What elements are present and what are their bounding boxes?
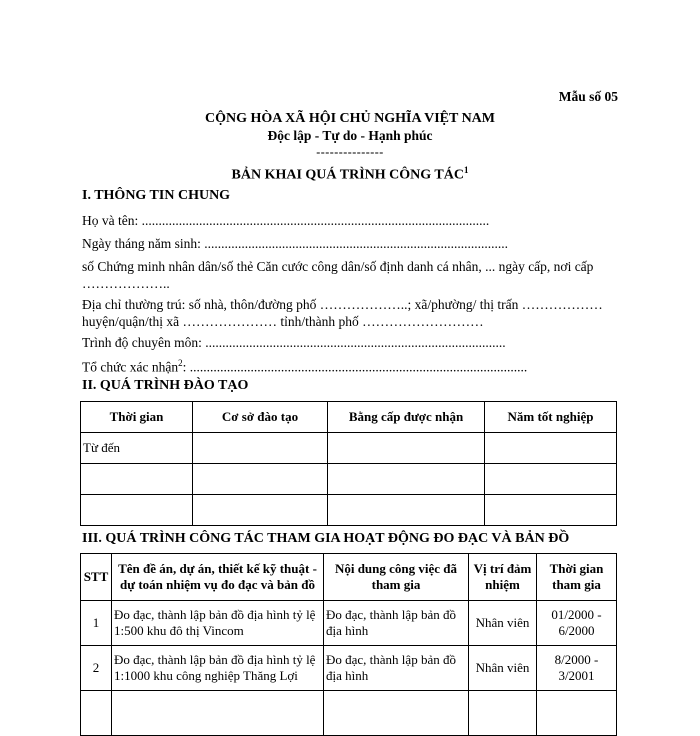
row-project: Đo đạc, thành lập bản đồ địa hình tỷ lệ 1:500 khu đô thị Vincom — [112, 601, 324, 646]
table-row — [81, 691, 617, 736]
col-grad-year: Năm tốt nghiệp — [485, 402, 617, 433]
training-time-cell[interactable] — [81, 464, 193, 495]
address-line-2: huyện/quận/thị xã ………………… tỉnh/thành phố ……………………… — [82, 314, 484, 329]
row-position: Nhân viên — [469, 601, 537, 646]
training-header-row — [81, 402, 617, 433]
row-stt — [81, 691, 112, 736]
national-title: CỘNG HÒA XÃ HỘI CHỦ NGHĨA VIỆT NAM — [204, 111, 495, 126]
training-year-cell[interactable] — [485, 464, 617, 495]
certifying-org-line — [82, 358, 527, 376]
col-time: Thời gian — [81, 402, 193, 433]
training-time-cell[interactable] — [81, 495, 193, 526]
row-stt: 2 — [81, 646, 112, 691]
row-period — [537, 691, 617, 736]
row-position: Nhân viên — [469, 646, 537, 691]
address-line-1: Địa chỉ thường trú: số nhà, thôn/đường phố ………………..; xã/phường/ thị trấn ……………… — [82, 297, 603, 312]
org-footnote-mark: 2 — [178, 358, 183, 368]
col-work-content: Nội dung công việc đã tham gia — [324, 554, 469, 601]
training-degree-cell[interactable] — [328, 433, 485, 464]
row-period: 8/2000 - 3/2001 — [537, 646, 617, 691]
training-degree-cell[interactable] — [328, 495, 485, 526]
col-stt: STT — [81, 554, 112, 601]
training-year-cell[interactable] — [485, 433, 617, 464]
work-header-row — [81, 554, 617, 601]
training-institution-cell[interactable] — [193, 464, 328, 495]
id-line-1: số Chứng minh nhân dân/số thẻ Căn cước công dân/số định danh cá nhân, ... ngày cấp, nơi cấp — [82, 259, 594, 274]
full-name-line: Họ và tên: ....................................................................................................... — [82, 213, 490, 228]
header-separator: --------------- — [316, 145, 384, 159]
certifying-org-label: Tổ chức xác nhận — [82, 359, 179, 375]
training-row — [81, 495, 617, 526]
row-content — [324, 691, 469, 736]
col-period: Thời gian tham gia — [537, 554, 617, 601]
col-institution: Cơ sở đào tạo — [193, 402, 328, 433]
training-institution-cell[interactable] — [193, 495, 328, 526]
row-position — [469, 691, 537, 736]
training-institution-cell[interactable] — [193, 433, 328, 464]
row-period: 01/2000 - 6/2000 — [537, 601, 617, 646]
training-row — [81, 464, 617, 495]
national-motto: Độc lập - Tự do - Hạnh phúc — [267, 128, 433, 143]
dob-line: Ngày tháng năm sinh: .......................................................................................... — [82, 236, 508, 251]
row-project: Đo đạc, thành lập bản đồ địa hình tỷ lệ 1:1000 khu công nghiệp Thăng Lợi — [112, 646, 324, 691]
training-time-cell[interactable]: Từ đến — [81, 433, 193, 464]
document-title-text: BẢN KHAI QUÁ TRÌNH CÔNG TÁC — [231, 167, 464, 183]
col-degree: Bằng cấp được nhận — [328, 402, 485, 433]
training-row — [81, 433, 617, 464]
table-row — [81, 646, 617, 691]
section-2-heading: II. QUÁ TRÌNH ĐÀO TẠO — [82, 378, 249, 393]
training-table — [80, 401, 617, 526]
section-3-heading: III. QUÁ TRÌNH CÔNG TÁC THAM GIA HOẠT ĐỘNG ĐO ĐẠC VÀ BẢN ĐỒ — [82, 531, 570, 546]
training-year-cell[interactable] — [485, 495, 617, 526]
col-project: Tên đề án, dự án, thiết kế kỹ thuật - dự toán nhiệm vụ đo đạc và bản đồ — [112, 554, 324, 601]
row-content: Đo đạc, thành lập bản đồ địa hình — [324, 601, 469, 646]
id-line-2: ……………….. — [82, 276, 170, 291]
document-title — [0, 165, 700, 184]
row-content: Đo đạc, thành lập bản đồ địa hình — [324, 646, 469, 691]
table-row — [81, 601, 617, 646]
row-stt: 1 — [81, 601, 112, 646]
certifying-org-dots: : .................................................................................................... — [182, 359, 528, 375]
form-number: Mẫu số 05 — [558, 89, 618, 104]
title-footnote-mark: 1 — [463, 165, 469, 175]
col-position: Vị trí đảm nhiệm — [469, 554, 537, 601]
row-project — [112, 691, 324, 736]
work-history-table — [80, 553, 617, 736]
qualification-line: Trình độ chuyên môn: ......................................................................................... — [82, 335, 506, 350]
training-degree-cell[interactable] — [328, 464, 485, 495]
section-1-heading: I. THÔNG TIN CHUNG — [82, 188, 231, 203]
